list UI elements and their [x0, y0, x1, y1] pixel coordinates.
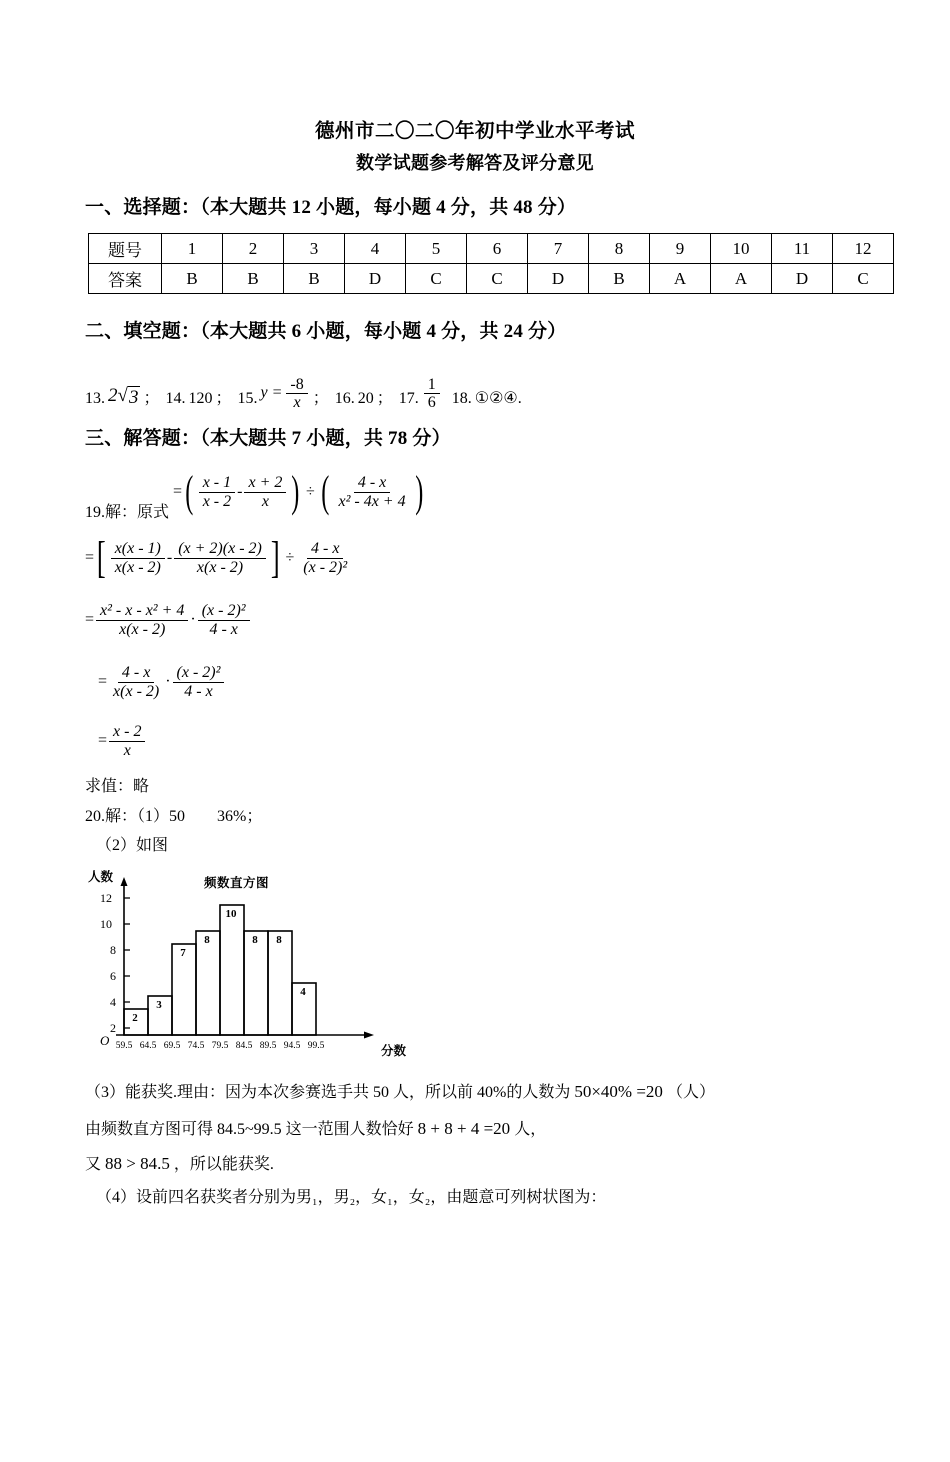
frequency-histogram-chart	[86, 865, 404, 1065]
answer-key-table	[88, 233, 894, 294]
table-cell-number: 5	[406, 234, 467, 264]
paren-close: )	[291, 466, 300, 516]
problem-19-line-1	[85, 466, 950, 524]
fill-blank-value: 120	[188, 390, 213, 408]
table-cell-answer: B	[284, 264, 345, 294]
fill-blank-answers	[85, 365, 950, 411]
fill-blank-item-15	[237, 375, 334, 411]
fraction-numerator: 1	[424, 376, 440, 394]
fraction-denominator: x	[293, 393, 301, 411]
equals-sign: =	[173, 483, 183, 501]
fraction	[424, 376, 440, 412]
separator: ；	[312, 390, 329, 408]
fraction-numerator: -8	[286, 376, 307, 394]
part3-text-post: （人）	[666, 1083, 715, 1101]
part3c-text-post: ，所以能获奖.	[173, 1155, 274, 1173]
table-cell-number: 11	[772, 234, 833, 264]
equals-sign: =	[85, 549, 95, 567]
chart-xtick-label: 89.5	[259, 1040, 277, 1051]
chart-ytick-label: 12	[100, 890, 112, 905]
chart-ytick-label: 4	[110, 994, 116, 1009]
chart-xtick-label: 74.5	[187, 1040, 205, 1051]
chart-bar	[172, 944, 196, 1035]
chart-xtick-label: 84.5	[235, 1040, 253, 1051]
operator-minus: -	[166, 549, 173, 567]
problem-20-part-3c	[85, 1155, 950, 1174]
table-cell-answer: B	[223, 264, 284, 294]
chart-bar	[244, 931, 268, 1035]
paren-open: (	[321, 466, 330, 516]
fraction	[286, 376, 307, 412]
fill-blank-index: 13.	[85, 390, 105, 408]
separator: ；	[215, 390, 232, 408]
fraction-numerator: x(x - 1)	[111, 540, 165, 558]
table-cell-answer: D	[528, 264, 589, 294]
page-subtitle: 数学试题参考解答及评分意见	[356, 153, 594, 174]
fraction-denominator: 6	[427, 393, 436, 411]
operator-divide: ÷	[306, 483, 315, 501]
equals-sign: =	[85, 611, 95, 629]
separator: ；	[143, 390, 160, 408]
equals-sign: =	[98, 673, 108, 691]
chart-bar-value: 2	[132, 1011, 138, 1024]
chart-bar-value: 3	[156, 998, 162, 1011]
paren-close: )	[414, 466, 423, 516]
chart-xtick-label: 59.5	[115, 1040, 133, 1051]
chart-bar	[292, 983, 316, 1035]
fill-blank-index: 16.	[334, 390, 355, 408]
fraction-numerator: (x + 2)(x - 2)	[174, 540, 266, 558]
problem-20-part-3	[85, 1081, 950, 1104]
fraction-numerator: x - 1	[199, 474, 235, 492]
chart-title: 频数直方图	[204, 875, 270, 890]
table-cell-answer: A	[711, 264, 772, 294]
fill-blank-index: 17.	[398, 390, 419, 408]
fill-blank-item-18	[452, 391, 522, 407]
fraction-2	[198, 602, 250, 638]
sqrt-radicand: 3	[128, 387, 139, 409]
table-cell-answer: C	[467, 264, 528, 294]
chart-x-axis-label: 分数	[380, 1043, 406, 1058]
problem-20-line-2: （2）如图	[96, 837, 169, 855]
chart-bar-value: 8	[204, 933, 210, 946]
table-header-answer: 答案	[89, 264, 162, 294]
chart-ytick-label: 2	[110, 1020, 116, 1035]
fraction-denominator: (x - 2)²	[303, 558, 348, 576]
operator-multiply: ·	[165, 673, 171, 691]
chart-bars	[124, 905, 316, 1035]
table-cell-answer: B	[162, 264, 223, 294]
fill-blank-index: 15.	[237, 390, 258, 408]
fraction-numerator: (x - 2)²	[173, 664, 225, 682]
part3b-text-pre: 由频数直方图可得 84.5~99.5 这一范围人数恰好	[85, 1120, 414, 1138]
chart-svg	[86, 865, 404, 1065]
fraction-numerator: 4 - x	[307, 540, 343, 558]
chart-bar-value: 10	[225, 907, 237, 920]
chart-bar	[268, 931, 292, 1035]
inverse-function-expression	[260, 376, 309, 412]
chart-ytick-label: 10	[100, 916, 112, 931]
table-cell-number: 12	[833, 234, 894, 264]
fraction-numerator: 4 - x	[118, 664, 154, 682]
bracket-open: [	[96, 532, 106, 582]
table-header-number: 题号	[89, 234, 162, 264]
fraction-2	[244, 474, 286, 510]
fraction-1	[96, 602, 188, 638]
chart-ytick-label: 8	[110, 942, 116, 957]
fill-blank-item-16	[335, 391, 399, 407]
fraction-2	[173, 664, 225, 700]
chart-bar-value: 8	[276, 933, 282, 946]
fraction-1	[109, 664, 163, 700]
fraction-numerator: (x - 2)²	[198, 602, 250, 620]
table-cell-number: 1	[162, 234, 223, 264]
operator-multiply: ·	[190, 611, 196, 629]
chart-ytick-label: 6	[110, 968, 116, 983]
table-cell-number: 9	[650, 234, 711, 264]
fraction-numerator: x + 2	[244, 474, 286, 492]
fill-blank-value: 20	[357, 390, 374, 408]
table-cell-answer: C	[406, 264, 467, 294]
part3c-text-pre: 又	[85, 1155, 102, 1173]
problem-19-line-5	[98, 718, 950, 764]
chart-bar	[196, 931, 220, 1035]
chart-origin-label: O	[100, 1032, 110, 1048]
table-cell-answer: D	[345, 264, 406, 294]
bracket-close: ]	[270, 532, 280, 582]
section-heading-choice: 一、选择题：（本大题共 12 小题，每小题 4 分，共 48 分）	[85, 197, 577, 219]
fraction-denominator: x - 2	[202, 492, 232, 510]
table-cell-answer: C	[833, 264, 894, 294]
fraction-denominator: x(x - 2)	[113, 682, 160, 700]
part3c-math: 88 > 84.5	[105, 1153, 170, 1173]
problem-19-note: 求值：略	[85, 778, 150, 796]
fraction-denominator: 4 - x	[209, 620, 238, 638]
fraction-1	[111, 540, 165, 576]
fraction-numerator: x - 2	[109, 723, 145, 741]
title-block	[0, 118, 950, 178]
section-heading-solution: 三、解答题：（本大题共 7 小题，共 78 分）	[85, 428, 451, 450]
fraction-denominator: x	[261, 492, 269, 510]
fraction-denominator: x² - 4x + 4	[338, 492, 406, 510]
fraction-numerator: 4 - x	[354, 474, 390, 492]
fill-blank-item-13	[85, 386, 165, 407]
table-cell-number: 4	[345, 234, 406, 264]
equals-sign: =	[98, 732, 108, 750]
chart-bar	[220, 905, 244, 1035]
chart-xtick-label: 64.5	[139, 1040, 157, 1051]
fraction-denominator: x(x - 2)	[196, 558, 244, 576]
fraction-denominator: x	[123, 741, 131, 759]
fraction-2	[174, 540, 266, 576]
chart-bar-value: 4	[300, 985, 306, 998]
chart-bar	[124, 1009, 148, 1035]
fill-blank-item-17	[398, 375, 452, 411]
table-cell-number: 10	[711, 234, 772, 264]
fill-blank-index: 14.	[165, 390, 186, 408]
fraction-numerator: x² - x - x² + 4	[96, 602, 188, 620]
y-axis-arrow-icon	[121, 877, 128, 886]
section-heading-fillblank: 二、填空题：（本大题共 6 小题，每小题 4 分，共 24 分）	[85, 321, 567, 343]
part3b-text-post: 人，	[514, 1120, 547, 1138]
part3-math: 50×40% =20	[574, 1081, 663, 1101]
expression-line-1	[173, 466, 426, 516]
page-title: 德州市二〇二〇年初中学业水平考试	[314, 121, 635, 142]
chart-bar	[148, 996, 172, 1035]
table-cell-number: 7	[528, 234, 589, 264]
problem-20-part-3b	[85, 1120, 950, 1139]
sqrt-expression	[108, 386, 140, 407]
problem-20-part-4: （4）设前四名获奖者分别为男₁，男₂，女₁，女₂，由题意可列树状图为：	[96, 1189, 607, 1207]
fraction-3	[334, 474, 409, 510]
chart-xtick-label: 99.5	[307, 1040, 325, 1051]
fraction-denominator: x(x - 2)	[114, 558, 161, 576]
part3-text-pre: （3）能获奖.理由：因为本次参赛选手共 50 人，所以前 40%的人数为	[85, 1083, 571, 1101]
table-cell-answer: B	[589, 264, 650, 294]
fill-blank-item-14	[165, 391, 237, 407]
x-axis-arrow-icon	[364, 1031, 374, 1038]
operator-minus: -	[237, 483, 243, 501]
fraction-1	[199, 474, 235, 510]
fraction-denominator: x(x - 2)	[119, 620, 166, 638]
table-cell-answer: A	[650, 264, 711, 294]
problem-19-line-2	[85, 530, 950, 586]
fraction-denominator: 4 - x	[184, 682, 213, 700]
paren-open: (	[185, 466, 194, 516]
problem-20-line-1: 20.解：（1）50 36%；	[85, 807, 263, 825]
chart-bar-value: 8	[252, 933, 258, 946]
table-cell-number: 6	[467, 234, 528, 264]
fill-blank-index: 18.	[451, 390, 472, 408]
table-cell-number: 2	[223, 234, 284, 264]
equation-lhs: y =	[260, 384, 283, 402]
chart-xtick-label: 79.5	[211, 1040, 229, 1051]
problem-19-line-4	[98, 656, 950, 708]
problem-19-label: 19.解：原式	[85, 504, 170, 522]
chart-xtick-label: 69.5	[163, 1040, 181, 1051]
chart-xtick-label: 94.5	[283, 1040, 301, 1051]
table-cell-number: 3	[284, 234, 345, 264]
fraction-final	[109, 723, 145, 759]
table-cell-answer: D	[772, 264, 833, 294]
fraction-3	[299, 540, 351, 576]
separator: ；	[376, 390, 393, 408]
fill-blank-value: ①②④.	[474, 390, 522, 408]
sqrt-coefficient: 2	[108, 385, 118, 407]
document-page	[0, 118, 950, 1462]
chart-y-axis-label: 人数	[88, 869, 114, 884]
radical-icon: √	[117, 385, 128, 407]
operator-divide: ÷	[285, 549, 295, 567]
table-cell-number: 8	[589, 234, 650, 264]
part3b-math: 8 + 8 + 4 =20	[417, 1118, 511, 1138]
table-row-numbers	[89, 234, 894, 264]
problem-19-line-3	[85, 594, 950, 646]
table-row-answers	[89, 264, 894, 294]
chart-bar-value: 7	[180, 946, 186, 959]
